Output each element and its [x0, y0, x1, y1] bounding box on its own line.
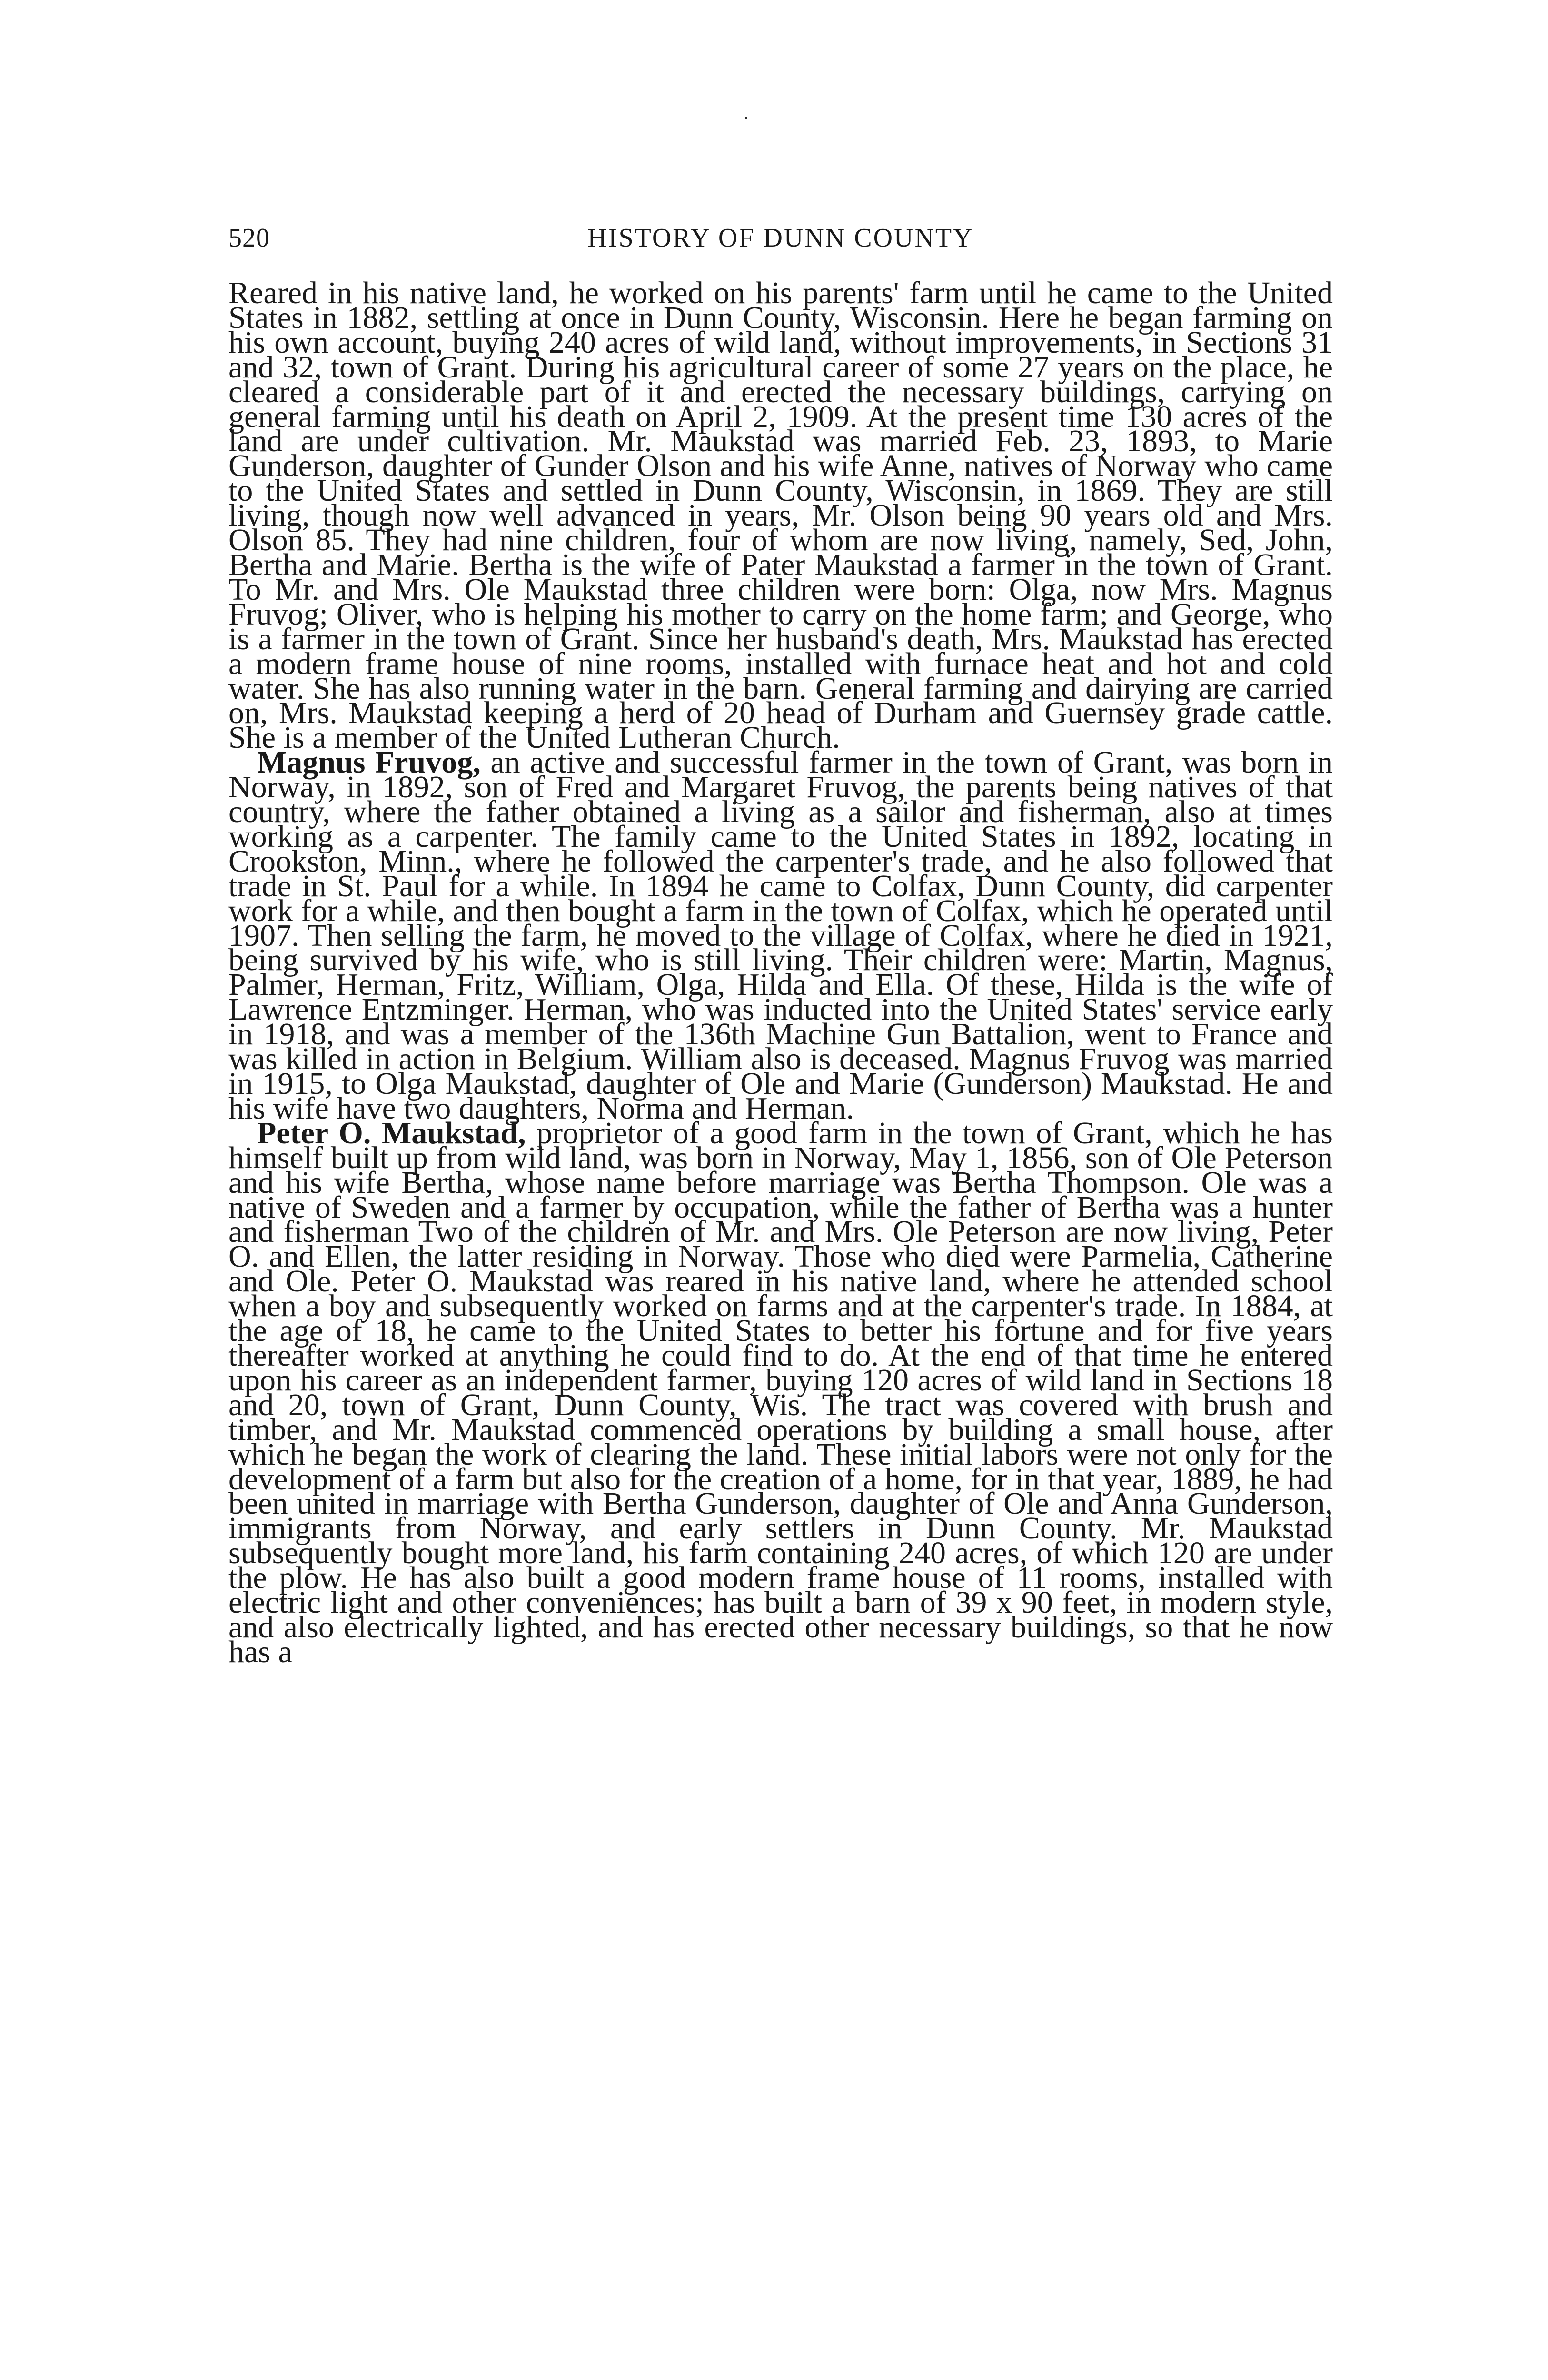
- paragraph-text: proprietor of a good farm in the town of Grant, which he has himself built up from wild land, was born in Norway, May 1, 1856, son of Ole Peterson and his wife Bertha, whose name before marriage was Bertha Thompson. Ole was a native of Sweden and a farmer by occupation, while the father of Bertha was a hunter and fisherman Two of the children of Mr. and Mrs. Ole Peterson are now living, Peter O. and Ellen, the latter residing in Norway. Those who died were Parmelia, Catherine and Ole. Peter O. Maukstad was reared in his native land, where he attended school when a boy and subsequently worked on farms and at the carpenter's trade. In 1884, at the age of 18, he came to the United States to better his fortune and for five years thereafter worked at anything he could find to do. At the end of that time he entered upon his career as an independent farmer, buying 120 acres of wild land in Sections 18 and 20, town of Grant, Dunn County, Wis. The tract was covered with brush and timber, and Mr. Maukstad commenced operations by building a small house, after which he began the work of clearing the land. These initial labors were not only for the development of a farm but also for the creation of a home, for in that year, 1889, he had been united in marriage with Bertha Gunderson, daughter of Ole and Anna Gunderson, immigrants from Norway, and early settlers in Dunn County. Mr. Maukstad subsequently bought more land, his farm containing 240 acres, of which 120 are under the plow. He has also built a good modern frame house of 11 rooms, installed with electric light and other conveniences; has built a barn of 39 x 90 feet, in modern style, and also electrically lighted, and has erected other necessary buildings, so that he now has a: [228, 1115, 1333, 1669]
- paragraph-maukstad-continued: [228, 276, 1333, 755]
- paragraph-text: Reared in his native land, he worked on his parents' farm until he came to the United States in 1882, settling at once in Dunn County, Wisconsin. Here he began farming on his own account, buying 240 acres of wild land, without improvements, in Sections 31 and 32, town of Grant. During his agricultural career of some 27 years on the place, he cleared a considerable part of it and erected the necessary buildings, carrying on general farming until his death on April 2, 1909. At the present time 130 acres of the land are under cultivation. Mr. Maukstad was married Feb. 23, 1893, to Marie Gunderson, daughter of Gunder Olson and his wife Anne, natives of Norway who came to the United States and settled in Dunn County, Wisconsin, in 1869. They are still living, though now well advanced in years, Mr. Olson being 90 years old and Mrs. Olson 85. They had nine children, four of whom are now living, namely, Sed, John, Bertha and Marie. Bertha is the wife of Pater Maukstad a farmer in the town of Grant. To Mr. and Mrs. Ole Maukstad three children were born: Olga, now Mrs. Magnus Fruvog; Oliver, who is helping his mother to carry on the home farm; and George, who is a farmer in the town of Grant. Since her husband's death, Mrs. Maukstad has erected a modern frame house of nine rooms, installed with furnace heat and hot and cold water. She has also running water in the barn. General farming and dairying are carried on, Mrs. Maukstad keeping a herd of 20 head of Durham and Guernsey grade cattle. She is a member of the United Lutheran Church.: [228, 276, 1333, 755]
- entry-name: Magnus Fruvog,: [257, 745, 481, 780]
- ink-speck: [745, 117, 747, 119]
- paragraph-text: an active and successful farmer in the town of Grant, was born in Norway, in 1892, son of Fred and Margaret Fruvog, the parents being natives of that country, where the father obtained a living as a sailor and fisherman, also at times working as a carpenter. The family came to the United States in 1892, locating in Crookston, Minn., where he followed the carpenter's trade, and he also followed that trade in St. Paul for a while. In 1894 he came to Colfax, Dunn County, did carpenter work for a while, and then bought a farm in the town of Colfax, which he operated until 1907. Then selling the farm, he moved to the village of Colfax, where he died in 1921, being survived by his wife, who is still living. Their children were: Martin, Magnus, Palmer, Herman, Fritz, William, Olga, Hilda and Ella. Of these, Hilda is the wife of Lawrence Entzminger. Herman, who was inducted into the United States' service early in 1918, and was a member of the 136th Machine Gun Battalion, went to France and was killed in action in Belgium. William also is deceased. Magnus Fruvog was married in 1915, to Olga Maukstad, daughter of Ole and Marie (Gunderson) Maukstad. He and his wife have two daughters, Norma and Herman.: [228, 745, 1333, 1126]
- entry-name: Peter O. Maukstad,: [257, 1115, 526, 1150]
- running-title: HISTORY OF DUNN COUNTY: [587, 223, 974, 253]
- running-head: [228, 219, 1333, 257]
- body-text: [228, 276, 1333, 1669]
- page-number: 520: [228, 223, 270, 253]
- entry-peter-o-maukstad: [228, 1115, 1333, 1669]
- entry-magnus-fruvog: [228, 745, 1333, 1126]
